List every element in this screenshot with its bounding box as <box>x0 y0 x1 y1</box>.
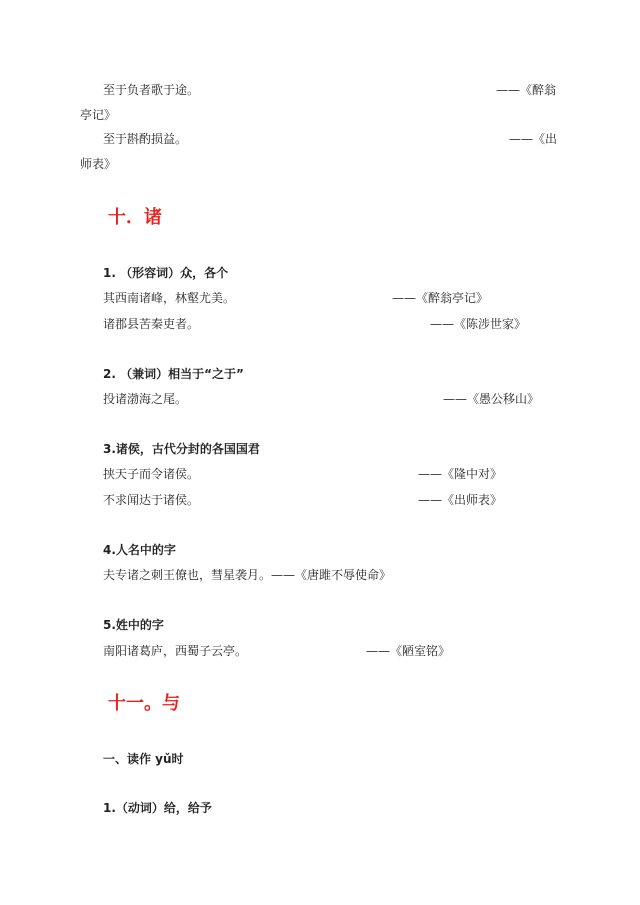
source-citation: ——《出师表》 <box>418 493 503 507</box>
section-heading: 十．诸 <box>108 207 162 228</box>
example-line: 至于斟酌损益。 <box>103 132 188 146</box>
source-citation: ——《陈涉世家》 <box>430 317 527 331</box>
example-line: 挟天子而令诸侯。 <box>103 467 200 481</box>
definition-heading: 2. （兼词）相当于“之于” <box>103 367 244 381</box>
source-citation: 师表》 <box>80 157 117 171</box>
source-citation: ——《愚公移山》 <box>443 392 540 406</box>
example-line: 其西南诸峰，林壑尤美。 <box>103 291 236 305</box>
definition-heading: 4.人名中的字 <box>103 543 176 557</box>
source-citation: ——《陋室铭》 <box>366 644 451 658</box>
example-line: 夫专诸之刺王僚也，彗星袭月。——《唐雎不辱使命》 <box>103 568 392 582</box>
example-line: 诸郡县苦秦吏者。 <box>103 317 200 331</box>
source-citation: ——《隆中对》 <box>418 467 503 481</box>
definition-heading: 1.（动词）给，给予 <box>103 801 212 815</box>
example-line: 南阳诸葛庐，西蜀子云亭。 <box>103 644 248 658</box>
example-line: 至于负者歌于途。 <box>103 83 200 97</box>
subsection-heading: 一、读作 yǔ时 <box>103 752 184 766</box>
definition-heading: 3.诸侯，古代分封的各国国君 <box>103 442 260 456</box>
section-heading: 十一。与 <box>108 693 180 714</box>
definition-heading: 5.姓中的字 <box>103 618 164 632</box>
source-citation: ——《醉翁 <box>496 83 557 97</box>
source-citation: ——《醉翁亭记》 <box>392 291 489 305</box>
example-line: 投诸渤海之尾。 <box>103 392 188 406</box>
source-citation: 亭记》 <box>80 108 117 122</box>
source-citation: ——《出 <box>509 132 558 146</box>
definition-heading: 1. （形容词）众，各个 <box>103 266 229 280</box>
example-line: 不求闻达于诸侯。 <box>103 493 200 507</box>
